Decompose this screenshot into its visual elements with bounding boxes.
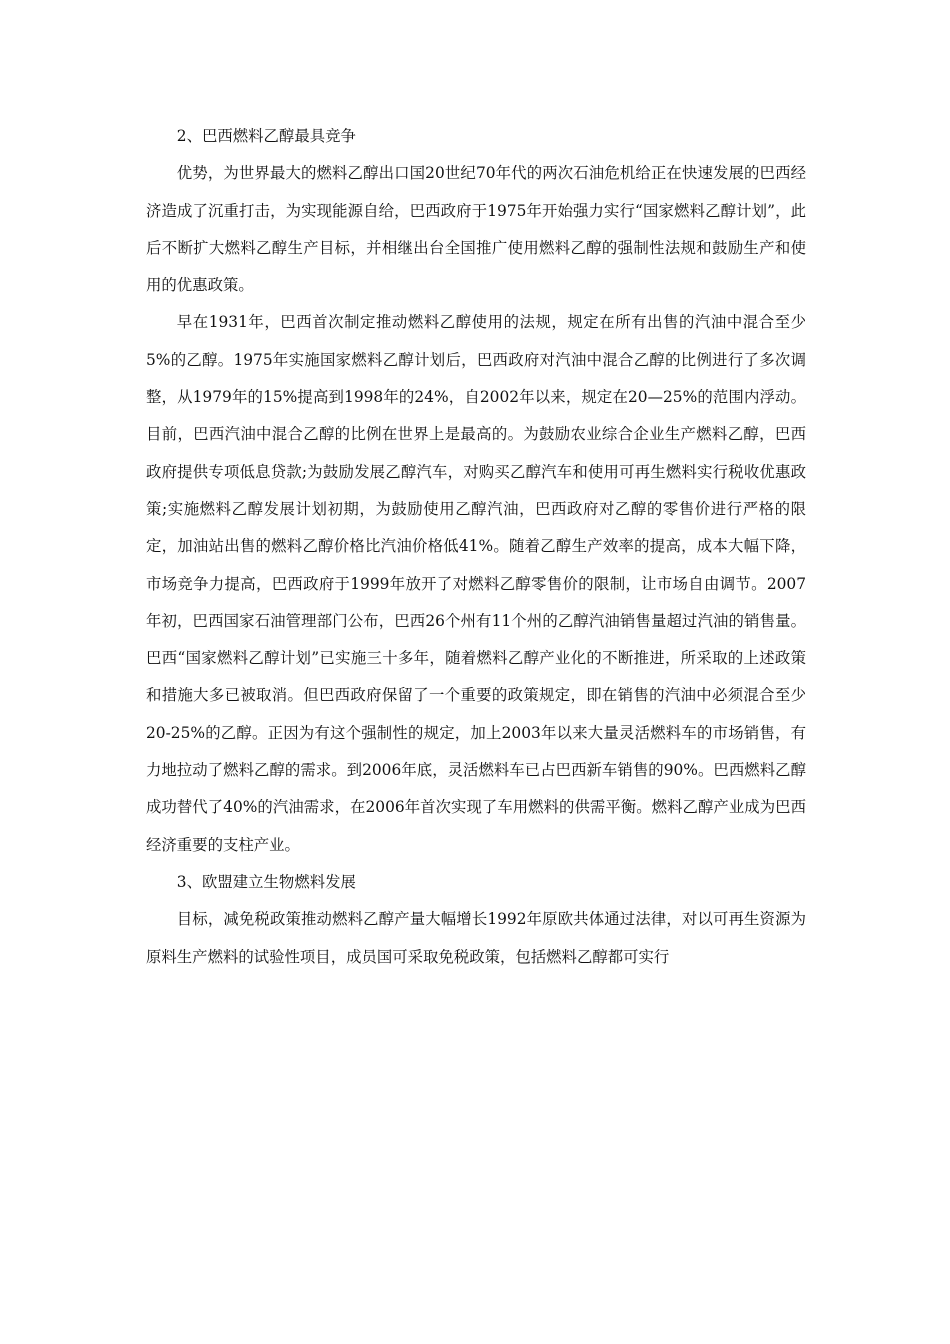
paragraph-eu-target: 目标，减免税政策推动燃料乙醇产量大幅增长1992年原欧共体通过法律，对以可再生资源为原料生产燃料的试验性项目，成员国可采取免税政策，包括燃料乙醇都可实行 xyxy=(146,910,806,966)
document-body xyxy=(146,118,806,976)
paragraph-brazil-history: 早在1931年，巴西首次制定推动燃料乙醇使用的法规，规定在所有出售的汽油中混合至少5%的乙醇。1975年实施国家燃料乙醇计划后，巴西政府对汽油中混合乙醇的比例进行了多次调整，从1979年的15%提高到1998年的24%，自2002年以来，规定在20—25%的范围内浮动。目前，巴西汽油中混合乙醇的比例在世界上是最高的。为鼓励农业综合企业生产燃料乙醇，巴西政府提供专项低息贷款;为鼓励发展乙醇汽车，对购买乙醇汽车和使用可再生燃料实行税收优惠政策;实施燃料乙醇发展计划初期，为鼓励使用乙醇汽油，巴西政府对乙醇的零售价进行严格的限定，加油站出售的燃料乙醇价格比汽油价格低41%。随着乙醇生产效率的提高，成本大幅下降，市场竞争力提高，巴西政府于1999年放开了对燃料乙醇零售价的限制，让市场自由调节。2007年初，巴西国家石油管理部门公布，巴西26个州有11个州的乙醇汽油销售量超过汽油的销售量。巴西“国家燃料乙醇计划”已实施三十多年，随着燃料乙醇产业化的不断推进，所采取的上述政策和措施大多已被取消。但巴西政府保留了一个重要的政策规定，即在销售的汽油中必须混合至少20-25%的乙醇。正因为有这个强制性的规定，加上2003年以来大量灵活燃料车的市场销售，有力地拉动了燃料乙醇的需求。到2006年底，灵活燃料车已占巴西新车销售的90%。巴西燃料乙醇成功替代了40%的汽油需求，在2006年首次实现了车用燃料的供需平衡。燃料乙醇产业成为巴西经济重要的支柱产业。 xyxy=(146,313,806,854)
paragraph-brazil-advantage: 优势，为世界最大的燃料乙醇出口国20世纪70年代的两次石油危机给正在快速发展的巴西经济造成了沉重打击，为实现能源自给，巴西政府于1975年开始强力实行“国家燃料乙醇计划”，此后不断扩大燃料乙醇生产目标，并相继出台全国推广使用燃料乙醇的强制性法规和鼓励生产和使用的优惠政策。 xyxy=(146,164,806,295)
section-heading-eu: 3、欧盟建立生物燃料发展 xyxy=(176,872,356,891)
section-heading-brazil: 2、巴西燃料乙醇最具竞争 xyxy=(176,127,356,145)
